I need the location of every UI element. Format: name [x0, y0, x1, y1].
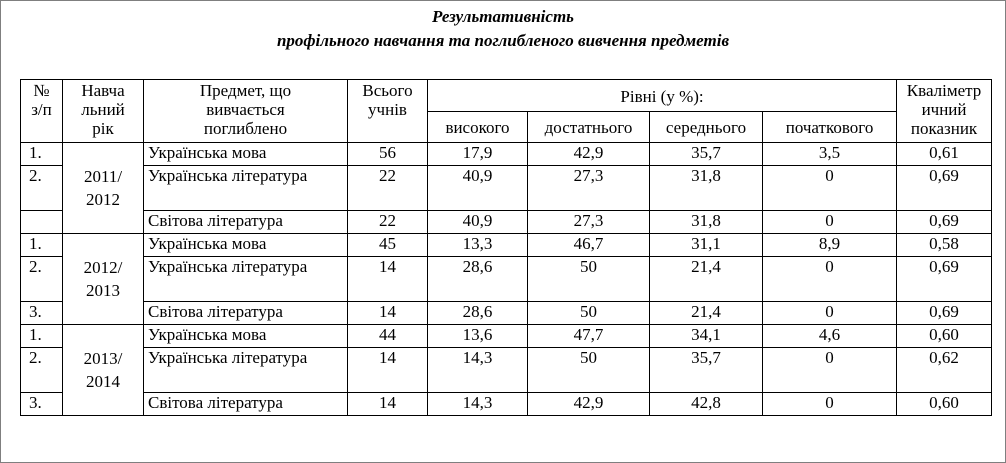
level-initial: 4,6: [763, 325, 897, 348]
level-medium: 35,7: [650, 348, 763, 393]
level-high: 17,9: [428, 143, 528, 166]
subject-name: Світова література: [144, 393, 348, 416]
qualimetric-value: 0,69: [897, 166, 992, 211]
header-sufficient: достатнього: [528, 112, 650, 143]
qualimetric-value: 0,61: [897, 143, 992, 166]
level-sufficient: 27,3: [528, 211, 650, 234]
subject-name: Світова література: [144, 211, 348, 234]
level-medium: 34,1: [650, 325, 763, 348]
school-year: 2013/ 2014: [63, 325, 144, 416]
level-initial: 3,5: [763, 143, 897, 166]
document-title: Результативність: [432, 7, 574, 26]
subject-name: Українська література: [144, 348, 348, 393]
level-initial: 0: [763, 348, 897, 393]
qualimetric-value: 0,60: [897, 325, 992, 348]
level-high: 28,6: [428, 302, 528, 325]
header-total: Всього учнів: [348, 80, 428, 143]
row-number: 1.: [21, 234, 63, 257]
level-sufficient: 42,9: [528, 143, 650, 166]
qualimetric-value: 0,69: [897, 257, 992, 302]
level-initial: 0: [763, 302, 897, 325]
total-students: 56: [348, 143, 428, 166]
table-row: [21, 348, 992, 393]
total-students: 22: [348, 211, 428, 234]
level-high: 40,9: [428, 211, 528, 234]
row-number: 2.: [21, 348, 63, 393]
row-number: 1.: [21, 325, 63, 348]
level-high: 40,9: [428, 166, 528, 211]
table-row: [21, 143, 992, 166]
qualimetric-value: 0,60: [897, 393, 992, 416]
total-students: 14: [348, 348, 428, 393]
school-year: 2011/ 2012: [63, 143, 144, 234]
row-number: [21, 211, 63, 234]
level-initial: 0: [763, 166, 897, 211]
level-sufficient: 42,9: [528, 393, 650, 416]
school-year: 2012/ 2013: [63, 234, 144, 325]
qualimetric-value: 0,69: [897, 211, 992, 234]
level-sufficient: 50: [528, 302, 650, 325]
level-medium: 35,7: [650, 143, 763, 166]
level-sufficient: 50: [528, 348, 650, 393]
total-students: 14: [348, 302, 428, 325]
total-students: 14: [348, 393, 428, 416]
subject-name: Українська література: [144, 257, 348, 302]
results-body: [21, 143, 992, 416]
results-table: [20, 79, 992, 416]
row-number: 1.: [21, 143, 63, 166]
table-row: [21, 325, 992, 348]
level-high: 13,3: [428, 234, 528, 257]
level-medium: 42,8: [650, 393, 763, 416]
level-medium: 21,4: [650, 302, 763, 325]
row-number: 3.: [21, 393, 63, 416]
table-row: [21, 211, 992, 234]
row-number: 2.: [21, 166, 63, 211]
header-num: № з/п: [21, 80, 63, 143]
level-initial: 8,9: [763, 234, 897, 257]
header-levels: Рівні (у %):: [428, 80, 897, 112]
level-initial: 0: [763, 211, 897, 234]
level-medium: 31,8: [650, 211, 763, 234]
level-high: 14,3: [428, 393, 528, 416]
subject-name: Світова література: [144, 302, 348, 325]
level-sufficient: 27,3: [528, 166, 650, 211]
table-row: [21, 302, 992, 325]
level-high: 14,3: [428, 348, 528, 393]
header-high: високого: [428, 112, 528, 143]
header-medium: середнього: [650, 112, 763, 143]
level-initial: 0: [763, 257, 897, 302]
row-number: 2.: [21, 257, 63, 302]
total-students: 45: [348, 234, 428, 257]
header-subject: Предмет, що вивчається поглиблено: [144, 80, 348, 143]
total-students: 22: [348, 166, 428, 211]
header-qualimetric: Кваліметр ичний показник: [897, 80, 992, 143]
subject-name: Українська мова: [144, 143, 348, 166]
row-number: 3.: [21, 302, 63, 325]
level-sufficient: 46,7: [528, 234, 650, 257]
level-initial: 0: [763, 393, 897, 416]
table-row: [21, 393, 992, 416]
level-sufficient: 47,7: [528, 325, 650, 348]
total-students: 44: [348, 325, 428, 348]
table-row: [21, 234, 992, 257]
header-year: Навча льний рік: [63, 80, 144, 143]
document-subtitle: профільного навчання та поглибленого вивчення предметів: [276, 31, 730, 50]
qualimetric-value: 0,58: [897, 234, 992, 257]
subject-name: Українська мова: [144, 234, 348, 257]
level-medium: 31,1: [650, 234, 763, 257]
total-students: 14: [348, 257, 428, 302]
header-initial: початкового: [763, 112, 897, 143]
level-sufficient: 50: [528, 257, 650, 302]
level-high: 28,6: [428, 257, 528, 302]
level-high: 13,6: [428, 325, 528, 348]
table-row: [21, 166, 992, 211]
table-row: [21, 257, 992, 302]
level-medium: 21,4: [650, 257, 763, 302]
qualimetric-value: 0,62: [897, 348, 992, 393]
level-medium: 31,8: [650, 166, 763, 211]
qualimetric-value: 0,69: [897, 302, 992, 325]
subject-name: Українська мова: [144, 325, 348, 348]
subject-name: Українська література: [144, 166, 348, 211]
